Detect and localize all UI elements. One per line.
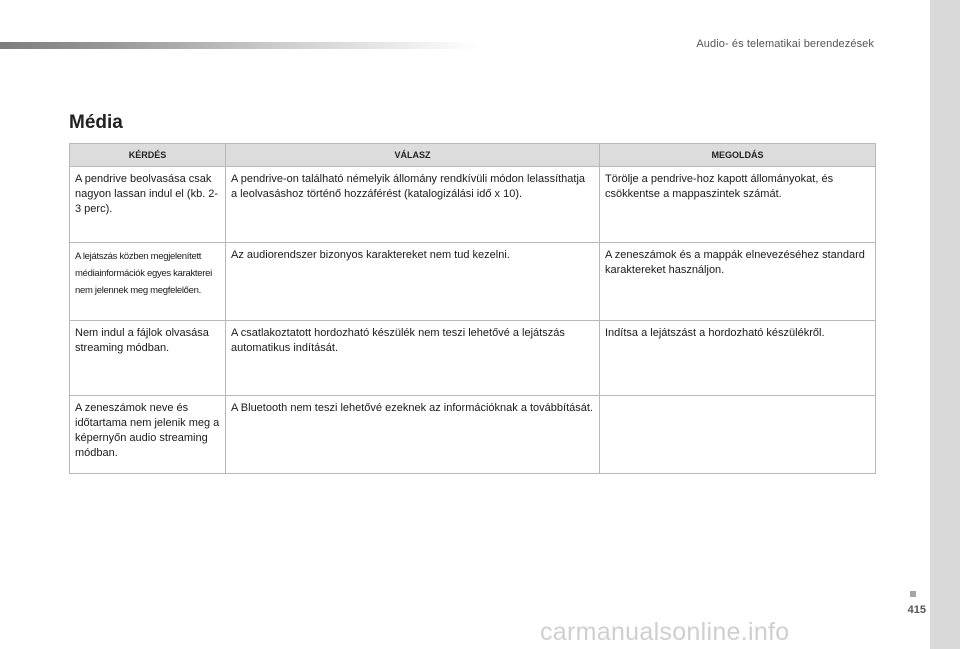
table-row <box>70 321 876 396</box>
answer-cell: Az audiorendszer bizonyos karaktereket nem tud kezelni. <box>226 243 600 321</box>
table-row <box>70 167 876 243</box>
answer-cell: A Bluetooth nem teszi lehetővé ezeknek az információknak a továbbítását. <box>226 396 600 474</box>
column-header-answer: VÁLASZ <box>226 144 600 167</box>
header-title: Audio- és telematikai berendezések <box>696 38 874 50</box>
side-strip <box>930 0 960 649</box>
table-header-row <box>70 144 876 167</box>
media-table <box>69 143 876 474</box>
question-cell: A pendrive beolvasása csak nagyon lassan indul el (kb. 2-3 perc). <box>70 167 226 243</box>
answer-cell: A csatlakoztatott hordozható készülék nem teszi lehetővé a lejátszás automatikus indítását. <box>226 321 600 396</box>
table-row <box>70 396 876 474</box>
header-decor-bar <box>0 42 480 49</box>
page-number: 415 <box>907 604 926 616</box>
question-cell: Nem indul a fájlok olvasása streaming módban. <box>70 321 226 396</box>
column-header-solution: MEGOLDÁS <box>600 144 876 167</box>
solution-cell <box>600 396 876 474</box>
question-cell: A lejátszás közben megjelenített médiainformációk egyes karakterei nem jelennek meg megfelelően. <box>70 243 226 321</box>
column-header-question: KÉRDÉS <box>70 144 226 167</box>
answer-cell: A pendrive-on található némelyik állomány rendkívüli módon lelassíthatja a leolvasáshoz történő hozzáférést (katalogizálási idő x 10). <box>226 167 600 243</box>
solution-cell: Indítsa a lejátszást a hordozható készülékről. <box>600 321 876 396</box>
solution-cell: Törölje a pendrive-hoz kapott állományokat, és csökkentse a mappaszintek számát. <box>600 167 876 243</box>
solution-cell: A zeneszámok és a mappák elnevezéséhez standard karaktereket használjon. <box>600 243 876 321</box>
watermark: carmanualsonline.info <box>540 618 790 646</box>
question-cell: A zeneszámok neve és időtartama nem jelenik meg a képernyőn audio streaming módban. <box>70 396 226 474</box>
page-marker-square <box>910 591 916 597</box>
section-title: Média <box>69 112 123 133</box>
table-row <box>70 243 876 321</box>
